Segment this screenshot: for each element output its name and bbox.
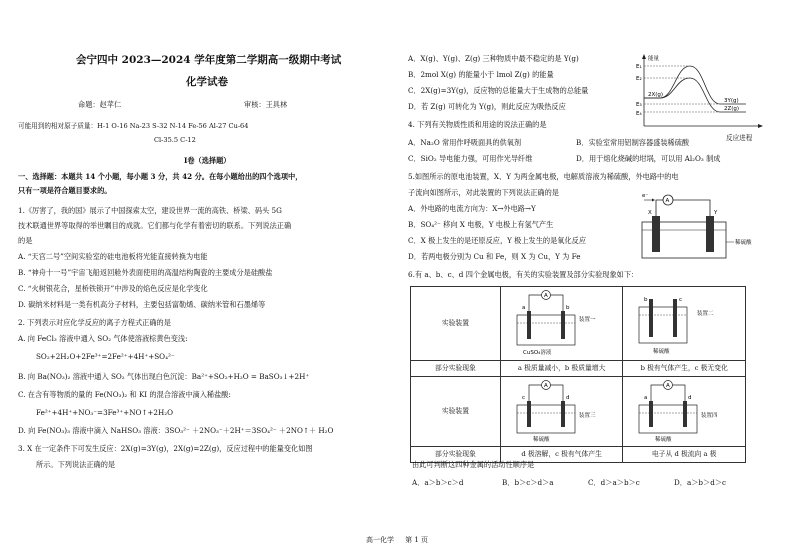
q3-option-c: C．2X(g)=3Y(g)，反应物的总能量大于生成物的总能量 [408,86,589,95]
solution-label: 稀硫酸 [735,240,752,246]
exam-title: 会宁四中 2023—2024 学年度第二学期高一级期中考试 [76,54,342,66]
device-3-diagram [507,377,617,443]
q1-stem-1: 1.《厉害了，我的国》展示了中国探索太空，建设世界一流的高铁、桥梁、码头 5G [18,206,282,215]
page-footer [0,536,794,545]
device-1-electrode-a: a [521,305,526,312]
graph-xlabel: 反应进程 [726,134,753,142]
atomic-masses-line-2: Cl-35.5 C-12 [154,136,196,144]
observation-1: a 极质量减小，b 极质量增大 [500,361,623,377]
q5-option-d: D．若两电极分别为 Cu 和 Fe，则 X 为 Cu，Y 为 Fe [408,252,581,261]
electron-label: e⁻ [642,193,649,199]
q6-experiment-table [410,286,746,463]
device-4-label: 装置四 [701,413,718,420]
q1-option-c: C. “火树银花合，星桥铁锁开”中涉及的焰色反应是化学变化 [18,284,208,293]
q2-option-c-1: C. 在含有等物质的量的 Fe(NO₃)₂ 和 KI 的混合溶液中滴入稀盐酸: [18,390,231,399]
label-e2: E₂ [636,76,642,82]
device-1-solution: CuSO₄溶液 [522,350,551,357]
q3-stem-2: 所示。下列说法正确的是 [36,460,116,469]
q2-option-c-2: Fe²⁺+4H⁺+NO₃⁻=3Fe³⁺+NO↑+2H₂O [36,408,174,417]
device-1-electrode-b: b [565,305,570,312]
table-row [411,361,746,377]
q5-stem-1: 5.如图所示的原电池装置，X、Y 为两金属电极，电解质溶液为稀硫酸，外电路中的电 [408,172,679,181]
device-1-diagram [507,287,617,357]
observation-4: 电子从 d 极流向 a 极 [623,447,746,463]
label-e1: E₁ [636,64,642,70]
q5-stem-2: 子流向如图所示，对此装置的下列说法正确的是 [408,188,559,197]
device-2-label: 装置二 [697,311,714,318]
label-2z: 2Z(g) [724,106,740,112]
q4-option-a: A．Na₂O 常用作呼吸面具的供氧剂 [408,138,522,147]
q1-option-a: A. “天宫二号”空间实验室的硅电池板将光能直接转换为电能 [18,252,208,261]
row-label: 部分实验现象 [411,361,501,377]
device-4-diagram [629,377,739,443]
ammeter-label: A [665,198,670,204]
label-e3: E₃ [636,102,642,108]
q5-option-c: C．X 极上发生的是还原反应，Y 极上发生的是氧化反应 [408,236,587,245]
q3-stem-1: 3. X 在一定条件下可发生反应：2X(g)=3Y(g)，2X(g)=2Z(g)，反应过程中的能量变化如图 [18,444,313,453]
energy-graph [634,52,766,132]
section-heading: Ⅰ卷（选择题） [184,156,231,165]
exam-subtitle: 化学试卷 [186,76,228,88]
q5-option-a: A．外电路的电流方向为：X→外电路→Y [408,204,536,213]
graph-ylabel: 能量 [648,56,660,62]
reviewer-credit: 审核：王具林 [244,100,288,109]
row-label: 实验装置 [411,377,501,447]
footer-subject: 高一化学 [365,536,394,544]
table-row [411,287,746,361]
device-4-ammeter-label: A [666,383,670,390]
device-2-diagram [629,287,739,357]
q6-conclusion: 由此可判断这四种金属的活动性顺序是 [412,460,535,469]
q4-option-c: C．SiO₂ 导电能力强，可用作光导纤维 [408,154,533,163]
device-3-electrode-d: d [565,395,570,402]
q1-option-d: D. 碳纳米材料是一类有机高分子材料，主要包括富勒烯、碳纳米管和石墨烯等 [18,300,266,309]
label-2x: 2X(g) [648,92,664,98]
graph-x-arrow-icon [758,124,763,128]
device-4-electrode-d: d [688,395,692,402]
label-3y: 3Y(g) [724,98,739,104]
instructions-line-2: 只有一项是符合题目要求的。 [18,186,112,195]
device-1-ammeter-label: A [543,293,548,300]
electrode-y-label: Y [714,210,718,216]
device-2-electrode-b: b [644,297,648,304]
electron-arrowhead-icon [652,199,655,202]
device-3-solution: 稀硫酸 [532,437,550,444]
device-3-ammeter-label: A [543,383,548,390]
row-label: 实验装置 [411,287,501,361]
atomic-masses-line-1: 可能用到的相对原子质量：H-1 O-16 Na-23 S-32 N-14 Fe-56 Al-27 Cu-64 [18,122,249,130]
q5-option-b: B．SO₄²⁻ 移向 X 电极，Y 电极上有氢气产生 [408,220,554,229]
device-2-cell [623,287,746,361]
electrode-y [706,216,714,252]
q4-stem: 4. 下列有关物质性质和用途的说法正确的是 [408,120,547,129]
device-3-label: 装置三 [578,413,596,420]
electrode-x-label: X [648,210,652,216]
observation-3: d 极溶解，c 极有气体产生 [500,447,623,463]
q2-option-d: D. 向 Fe(NO₃)₃ 溶液中滴入 NaHSO₃ 溶液：3SO₃²⁻ ＋2NO₃⁻＋2H⁺＝3SO₄²⁻ ＋2NO↑＋ H₂O [18,426,334,435]
q6-option-c: C．d＞a＞b＞c [588,478,640,487]
footer-page: 第 1 页 [405,536,429,544]
table-row [411,377,746,447]
q4-option-b: B．实验室常用铝制容器盛装稀硫酸 [576,138,690,147]
q3-option-a: A．X(g)、Y(g)、Z(g) 三种物质中最不稳定的是 Y(g) [408,54,579,63]
label-e4: E₄ [636,111,642,117]
q4-option-d: D．用于熔化烧碱的坩埚，可以用 Al₂O₃ 制成 [576,154,721,163]
q2-stem: 2. 下列表示对应化学反应的离子方程式正确的是 [18,318,171,327]
device-3-cell [500,377,623,447]
q1-stem-2: 技术联通世界等取得的举世瞩目的成就。它们都与化学有着密切的联系。下列说法正确 [18,221,292,230]
galvanic-cell-diagram [638,190,768,262]
row-label: 部分实验现象 [411,447,501,463]
q6-stem: 6.有 a、b、c、d 四个金属电极，有关的实验装置及部分实验现象如下： [408,270,639,279]
device-2-solution: 稀硫酸 [653,349,670,356]
q6-option-b: B．b＞c＞d＞a [502,478,554,487]
device-4-cell [623,377,746,447]
device-1-label: 装置一 [578,317,596,324]
q2-option-a-2: SO₂+2H₂O+2Fe³⁺=2Fe²⁺+4H⁺+SO₄²⁻ [36,352,175,361]
q3-option-d: D．若 Z(g) 可转化为 Y(g)，则此反应为吸热反应 [408,102,566,111]
device-4-electrode-a: a [644,395,648,402]
device-1-cell [500,287,623,361]
q1-option-b: B. “神舟十一号”宇宙飞船返回舱外表面使用的高温结构陶瓷的主要成分是硅酸盐 [18,268,273,277]
observation-2: b 极有气体产生，c 极无变化 [623,361,746,377]
device-3-electrode-c: c [521,395,525,402]
q6-option-d: D．a＞b＞d＞c [674,478,727,487]
q1-stem-3: 的是 [18,236,33,245]
device-4-solution: 稀硫酸 [655,437,672,444]
q2-option-a-1: A. 向 FeCl₃ 溶液中通入 SO₂ 气体使溶液棕黄色变浅: [18,334,188,343]
graph-y-arrow-icon [642,54,646,59]
q2-option-b: B. 向 Ba(NO₃)₂ 溶液中通入 SO₂ 气体出现白色沉淀：Ba²⁺+SO₂+H₂O = BaSO₃↓+2H⁺ [18,372,310,381]
q3-option-b: B．2mol X(g) 的能量小于 lmol Z(g) 的能量 [408,70,554,79]
author-credit: 命题：赵苹仁 [78,100,122,109]
instructions-line-1: 一、选择题：本题共 14 个小题，每小题 3 分，共 42 分。在每小题给出的四个选项中， [18,172,303,181]
q6-option-a: A．a＞b＞c＞d [412,478,464,487]
device-2-electrode-c: c [679,297,683,304]
electrode-x [652,216,660,252]
